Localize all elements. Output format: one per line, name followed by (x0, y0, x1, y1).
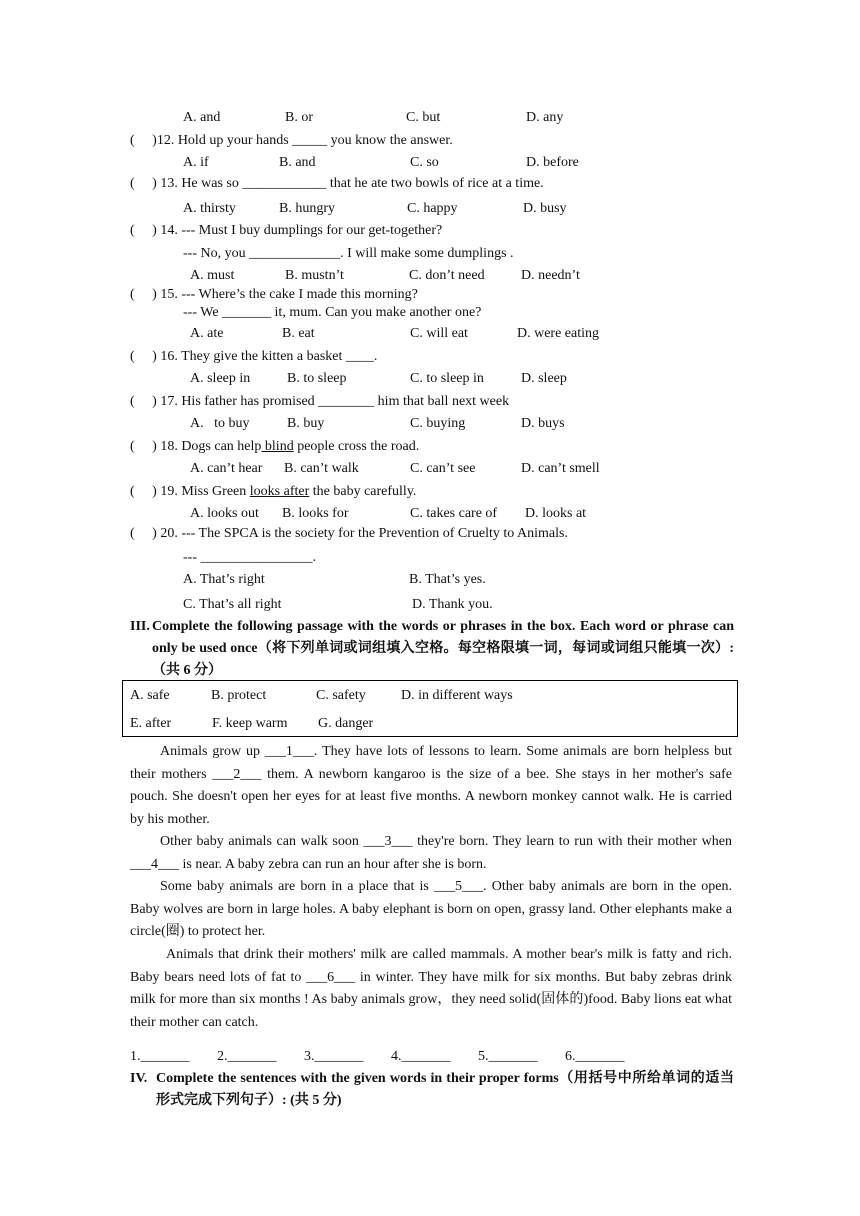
q17-option-b: B. buy (287, 416, 325, 431)
q11-option-c: C. but (406, 110, 441, 125)
word-option-f: F. keep warm (212, 716, 288, 731)
q15-stem-line2: --- We _______ it, mum. Can you make another one? (183, 305, 482, 320)
q17-option-d: D. buys (521, 416, 565, 431)
q13-stem: ( ) 13. He was so ____________ that he ate two bowls of rice at a time. (130, 176, 544, 191)
q12-option-b: B. and (279, 155, 316, 170)
q20-option-a: A. That’s right (183, 572, 265, 587)
q17-stem: ( ) 17. His father has promised ________ him that ball next week (130, 394, 510, 409)
q18-stem-post: people cross the road. (293, 439, 420, 454)
word-option-g: G. danger (318, 716, 374, 731)
passage-paragraph-3 (130, 876, 732, 944)
q11-option-d: D. any (526, 110, 564, 125)
answer-blank-2[interactable]: 2._______ (217, 1049, 277, 1064)
q20-stem-line2: --- ________________. (183, 550, 316, 565)
answer-blank-5[interactable]: 5._______ (478, 1049, 538, 1064)
q18-option-a: A. can’t hear (190, 461, 263, 476)
q14-option-d: D. needn’t (521, 268, 580, 283)
answer-blank-6[interactable]: 6._______ (565, 1049, 625, 1064)
q20-option-c: C. That’s all right (183, 597, 282, 612)
q14-option-c: C. don’t need (409, 268, 485, 283)
q16-option-d: D. sleep (521, 371, 567, 386)
section-4-number: IV. (130, 1071, 148, 1086)
q19-option-d: D. looks at (525, 506, 587, 521)
q16-stem: ( ) 16. They give the kitten a basket ____. (130, 349, 378, 364)
q19-option-a: A. looks out (190, 506, 259, 521)
q19-stem-pre: ( ) 19. Miss Green (130, 484, 250, 499)
q19-option-b: B. looks for (282, 506, 349, 521)
passage-paragraph-1-text: Animals grow up ___1___. They have lots of lessons to learn. Some animals are born helpless but their mothers ___2___ them. A newborn kangaroo is the size of a bee. She stays in her mother's safe pouch. She doesn't open her eyes for at least five months. A newborn monkey cannot walk. He is carried by his mother. (130, 744, 732, 827)
q19-stem-post: the baby carefully. (309, 484, 417, 499)
q18-option-b: B. can’t walk (284, 461, 359, 476)
answer-blank-4[interactable]: 4._______ (391, 1049, 451, 1064)
word-option-a: A. safe (130, 688, 170, 703)
q16-option-c: C. to sleep in (410, 371, 484, 386)
passage-paragraph-2-text: Other baby animals can walk soon ___3___ they're born. They learn to run with their mother when ___4___ is near. A baby zebra can run an hour after she is born. (130, 834, 732, 872)
passage-paragraph-4-text: Animals that drink their mothers' milk are called mammals. A mother bear's milk is fatty and rich. Baby bears need lots of fat to ___6___ in winter. They have milk for six months. But baby zebras drink milk for more than six months ! As baby animals grow，they need solid(固体的)food. Baby lions eat what their mother can catch. (130, 947, 732, 1030)
q16-option-a: A. sleep in (190, 371, 251, 386)
section-3-instructions: Complete the following passage with the words or phrases in the box. Each word or phrase can only be used once（将下列单词或词组填入空格。每空格限填一词，每词或词组只能填一次）:（共 6 分） (152, 619, 734, 678)
q20-option-d: D. Thank you. (412, 597, 493, 612)
q14-option-b: B. mustn’t (285, 268, 344, 283)
q14-option-a: A. must (190, 268, 235, 283)
q15-option-a: A. ate (190, 326, 224, 341)
q20-option-b: B. That’s yes. (409, 572, 486, 587)
q13-option-b: B. hungry (279, 201, 335, 216)
q12-option-d: D. before (526, 155, 579, 170)
passage-paragraph-1 (130, 741, 732, 831)
q18-underlined-word: blind (261, 439, 294, 454)
q12-option-c: C. so (410, 155, 439, 170)
word-option-d: D. in different ways (401, 688, 513, 703)
word-option-e: E. after (130, 716, 172, 731)
q18-option-c: C. can’t see (410, 461, 476, 476)
passage-paragraph-3-text: Some baby animals are born in a place that is ___5___. Other baby animals are born in the open. Baby wolves are born in large holes. A baby elephant is born on open, grassy land. Other elephants make a circle(圈) to protect her. (130, 879, 732, 940)
q15-option-c: C. will eat (410, 326, 468, 341)
word-option-b: B. protect (211, 688, 267, 703)
answer-blank-1[interactable]: 1._______ (130, 1049, 190, 1064)
word-option-c: C. safety (316, 688, 366, 703)
q13-option-a: A. thirsty (183, 201, 236, 216)
q11-option-a: A. and (183, 110, 221, 125)
q18-stem-pre: ( ) 18. Dogs can help (130, 439, 262, 454)
q17-option-a: A. to buy (190, 416, 250, 431)
q19-option-c: C. takes care of (410, 506, 498, 521)
q18-stem (130, 438, 419, 456)
passage-paragraph-2 (130, 831, 732, 876)
answer-blank-3[interactable]: 3._______ (304, 1049, 364, 1064)
q20-stem: ( ) 20. --- The SPCA is the society for the Prevention of Cruelty to Animals. (130, 526, 568, 541)
q13-option-d: D. busy (523, 201, 567, 216)
q14-stem: ( ) 14. --- Must I buy dumplings for our get-together? (130, 223, 443, 238)
q15-option-b: B. eat (282, 326, 315, 341)
q16-option-b: B. to sleep (287, 371, 347, 386)
q19-stem (130, 483, 416, 501)
section-4-instructions: Complete the sentences with the given words in their proper forms（用括号中所给单词的适当形式完成下列句子）: (共 5 分) (156, 1071, 734, 1108)
q15-stem: ( ) 15. --- Where’s the cake I made this morning? (130, 287, 418, 302)
q14-stem-line2: --- No, you _____________. I will make some dumplings . (183, 246, 514, 261)
q17-option-c: C. buying (410, 416, 466, 431)
section-3-number: III. (130, 619, 150, 634)
q11-option-b: B. or (285, 110, 313, 125)
q12-option-a: A. if (183, 155, 209, 170)
passage-paragraph-4 (130, 944, 732, 1034)
q12-stem: ( )12. Hold up your hands _____ you know the answer. (130, 133, 453, 148)
q18-option-d: D. can’t smell (521, 461, 600, 476)
q19-underlined-phrase: looks after (249, 484, 310, 499)
q13-option-c: C. happy (407, 201, 458, 216)
q15-option-d: D. were eating (517, 326, 600, 341)
